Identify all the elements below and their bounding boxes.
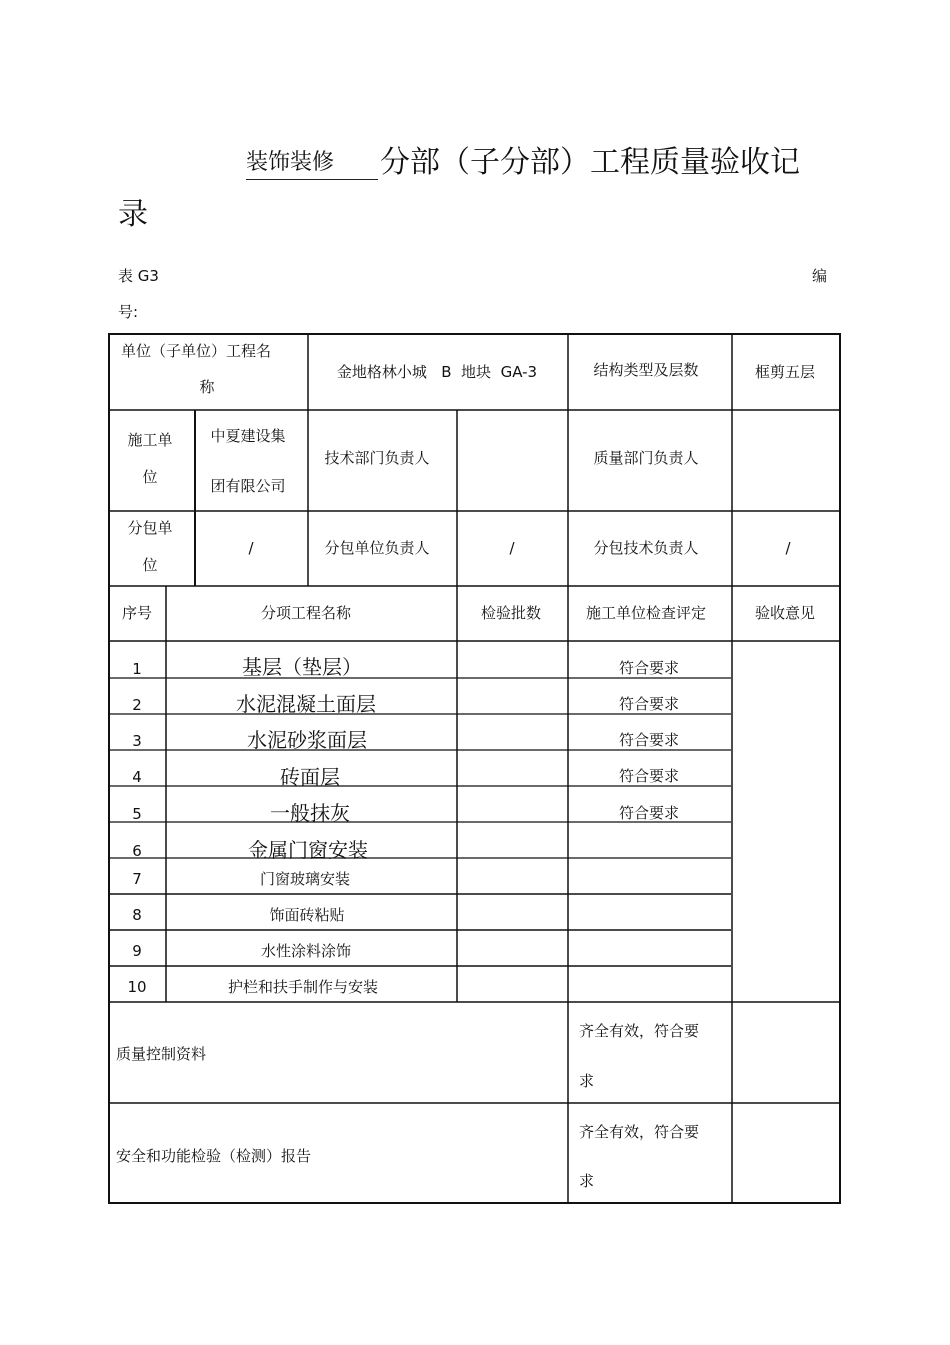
table-row-name: 金属门窗安装: [248, 838, 368, 862]
table-row-no: 1: [132, 660, 142, 678]
contractor-name-part1: 中夏建设集: [210, 427, 286, 445]
safety-function-report-check-part1: 齐全有效，符合要: [579, 1123, 700, 1141]
safety-function-report-label: 安全和功能检验（检测）报告: [116, 1147, 312, 1165]
contractor-label-part1: 施工单: [127, 431, 173, 449]
contractor-name-part2: 团有限公司: [210, 477, 286, 495]
title-prefix: 装饰装修: [246, 147, 378, 180]
table-row-no: 6: [132, 842, 142, 860]
table-row-name: 门窗玻璃安装: [259, 870, 351, 888]
contractor-label-part2: 位: [142, 468, 158, 486]
structure-type-value: 框剪五层: [754, 363, 816, 381]
project-name-label-part2: 称: [199, 378, 215, 396]
structure-type-label: 结构类型及层数: [593, 361, 699, 379]
table-row-check: 符合要求: [618, 659, 680, 677]
table-row-check: 符合要求: [618, 695, 680, 713]
subcontractor-tech-label: 分包技术负责人: [593, 539, 699, 557]
tech-head-label: 技术部门负责人: [324, 449, 430, 467]
table-row-name: 水泥砂浆面层: [247, 728, 367, 752]
table-row-no: 5: [132, 805, 142, 823]
table-row-check: 符合要求: [618, 767, 680, 785]
subcontractor-head-value: /: [509, 539, 515, 557]
project-name-label-part1: 单位（子单位）工程名: [121, 342, 272, 360]
page-title-continuation: 录: [118, 197, 148, 232]
serial-label-part2: 号:: [118, 303, 139, 321]
safety-function-report-check-part2: 求: [579, 1172, 595, 1190]
column-header-name: 分项工程名称: [260, 604, 352, 622]
subcontractor-label-part2: 位: [142, 556, 158, 574]
page-title: 分部（子分部）工程质量验收记: [380, 145, 800, 180]
form-number: 表 G3: [118, 267, 159, 285]
table-row-name: 砖面层: [280, 765, 340, 789]
table-row-name: 水性涂料涂饰: [260, 942, 352, 960]
table-row-no: 7: [132, 870, 142, 888]
table-row-no: 8: [132, 906, 142, 924]
subcontractor-head-label: 分包单位负责人: [324, 539, 430, 557]
column-header-batches: 检验批数: [480, 604, 542, 622]
table-row-no: 10: [127, 978, 147, 996]
table-row-check: 符合要求: [618, 804, 680, 822]
subcontractor-tech-value: /: [785, 539, 791, 557]
table-row-name: 水泥混凝土面层: [236, 692, 376, 716]
table-row-name: 一般抹灰: [270, 801, 350, 825]
project-name-value: 金地格林小城 B 地块 GA-3: [336, 363, 538, 381]
subcontractor-label-part1: 分包单: [127, 519, 173, 537]
table-row-no: 2: [132, 696, 142, 714]
table-row-check: 符合要求: [618, 731, 680, 749]
column-header-check: 施工单位检查评定: [585, 604, 707, 622]
table-row-name: 基层（垫层）: [242, 655, 362, 679]
table-row-no: 4: [132, 768, 142, 786]
quality-control-docs-label: 质量控制资料: [116, 1045, 207, 1063]
column-header-opinion: 验收意见: [754, 604, 816, 622]
table-row-no: 3: [132, 732, 142, 750]
subcontractor-value: /: [248, 539, 254, 557]
quality-control-docs-check-part2: 求: [579, 1072, 595, 1090]
column-header-no: 序号: [121, 604, 153, 622]
table-row-name: 饰面砖粘贴: [269, 906, 345, 924]
serial-label-part1: 编: [812, 267, 828, 285]
table-row-name: 护栏和扶手制作与安装: [227, 978, 379, 996]
quality-head-label: 质量部门负责人: [593, 449, 699, 467]
table-row-no: 9: [132, 942, 142, 960]
quality-control-docs-check-part1: 齐全有效，符合要: [579, 1022, 700, 1040]
